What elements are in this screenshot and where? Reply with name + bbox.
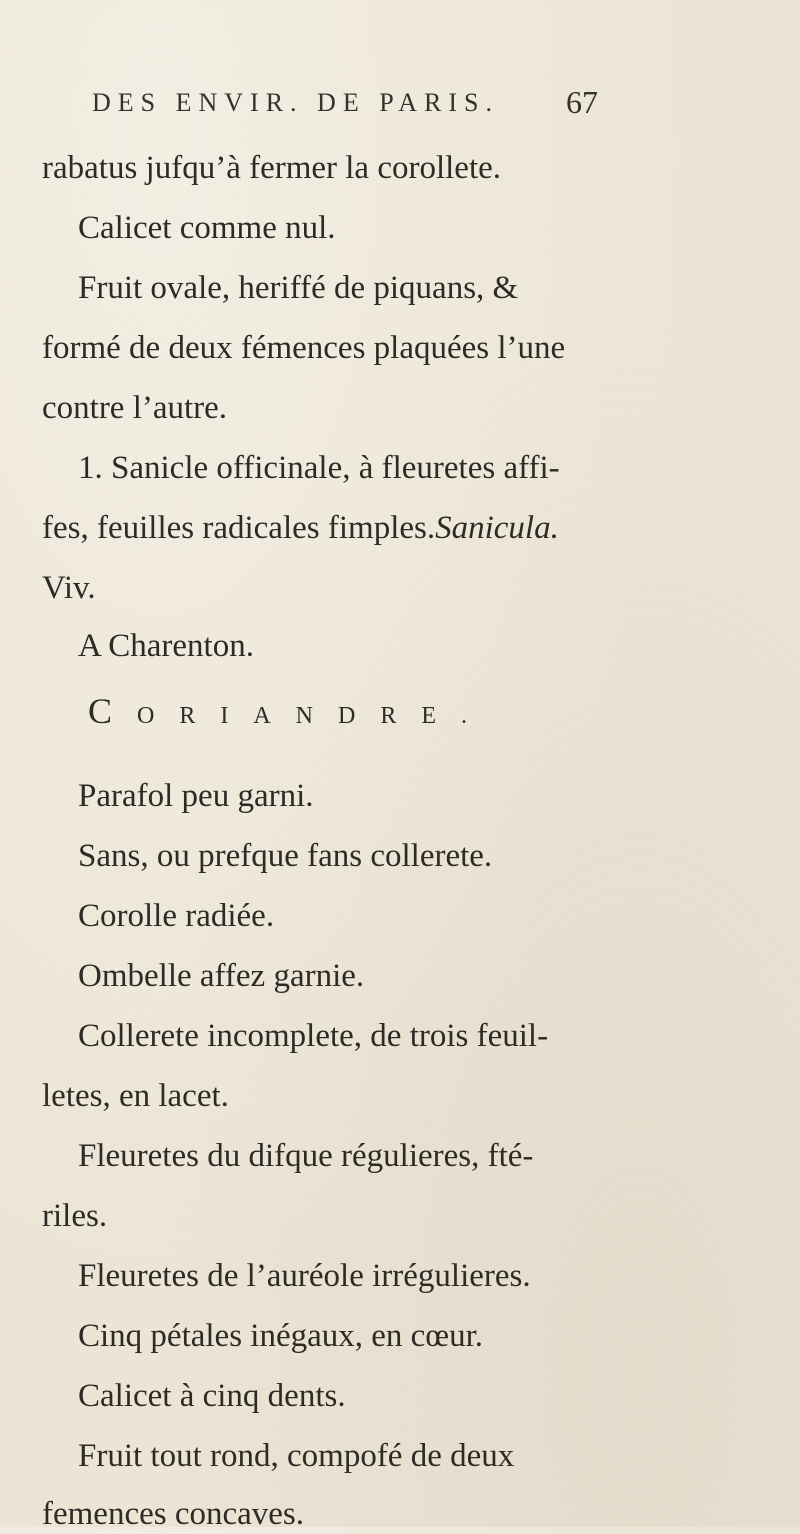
text-line: Calicet comme nul.	[78, 210, 336, 246]
text-line: Fleuretes de l’auréole irrégulieres.	[78, 1258, 531, 1294]
text-fragment: fes, feuilles radicales fimples.	[42, 510, 436, 546]
section-title-initial: C	[88, 691, 138, 731]
text-line: Parafol peu garni.	[78, 778, 314, 814]
species-name: Sanicula.	[435, 510, 559, 546]
text-line: rabatus jufqu’à fermer la corollete.	[42, 150, 502, 186]
text-line: 1. Sanicle officinale, à fleuretes affi-	[78, 450, 560, 486]
text-line: Fruit tout rond, compofé de deux	[78, 1438, 515, 1474]
text-line: Collerete incomplete, de trois feuil-	[78, 1018, 549, 1054]
text-line: Cinq pétales inégaux, en cœur.	[78, 1318, 484, 1354]
section-title	[88, 690, 492, 732]
text-line: Viv.	[42, 570, 96, 606]
text-line: femences concaves.	[42, 1496, 305, 1532]
text-line: contre l’autre.	[42, 390, 228, 426]
text-line: Fruit ovale, heriffé de piquans, &	[78, 270, 519, 306]
text-line-with-species	[42, 508, 559, 548]
running-head	[92, 84, 632, 124]
text-line: riles.	[42, 1198, 108, 1234]
text-line: Corolle radiée.	[78, 898, 275, 934]
page-number: 67	[566, 84, 598, 120]
text-line: Fleuretes du difque régulieres, fté-	[78, 1138, 534, 1174]
text-line: A Charenton.	[78, 628, 254, 664]
text-line: Sans, ou prefque fans collerete.	[78, 838, 493, 874]
section-title-rest: ORIANDRE.	[137, 703, 493, 729]
text-line: formé de deux fémences plaquées l’une	[42, 330, 566, 366]
running-head-title: DES ENVIR. DE PARIS.	[92, 88, 500, 117]
text-line: Ombelle affez garnie.	[78, 958, 365, 994]
text-line: Calicet à cinq dents.	[78, 1378, 346, 1414]
text-line: letes, en lacet.	[42, 1078, 229, 1114]
